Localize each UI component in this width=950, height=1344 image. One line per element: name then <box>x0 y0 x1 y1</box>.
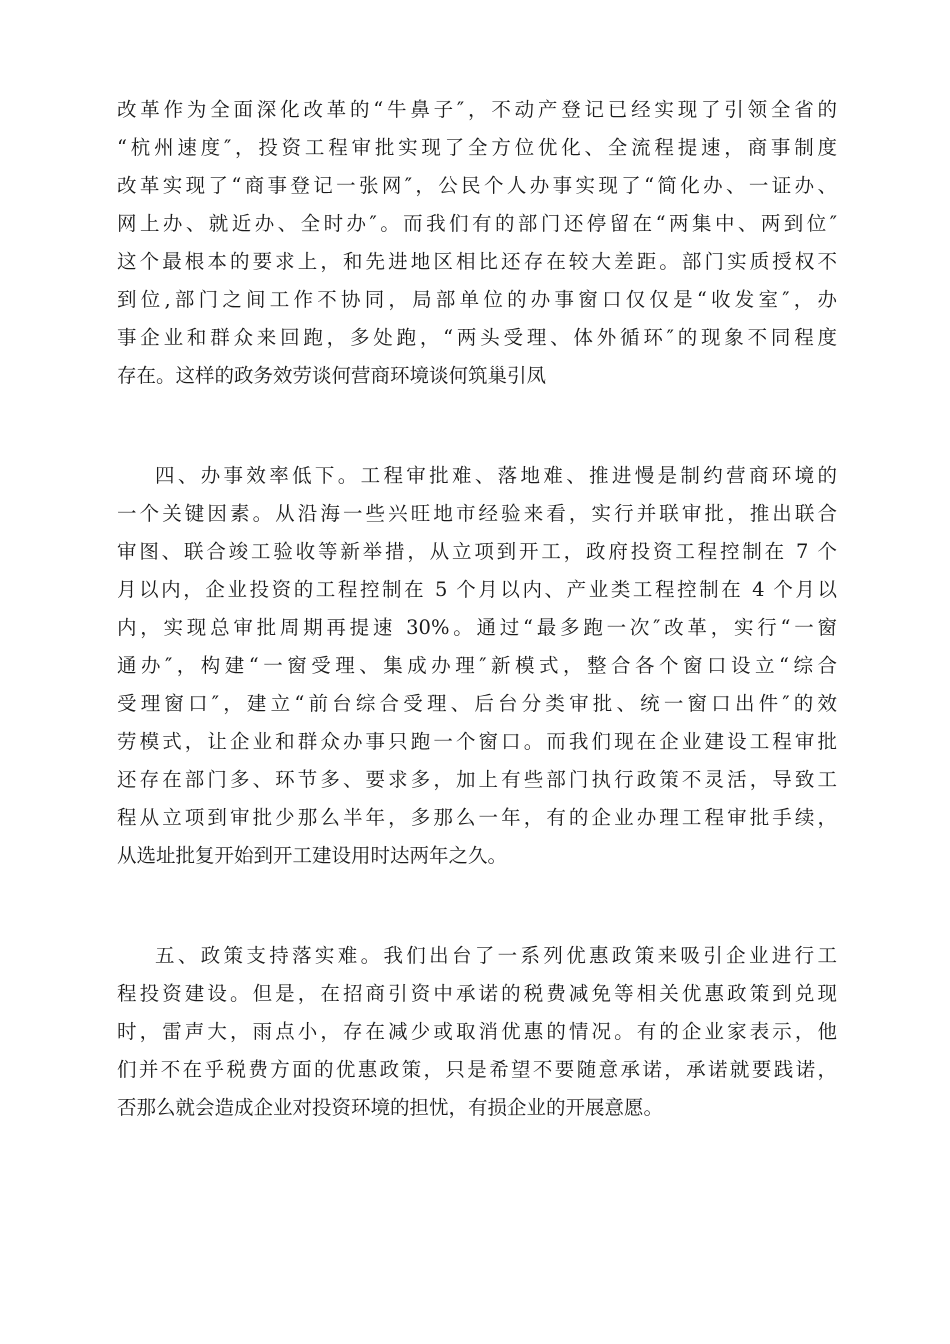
text-line: 劳模式，让企业和群众办事只跑一个窗口。而我们现在企业建设工程审批 <box>117 730 837 753</box>
text-line: 时，雷声大，雨点小，存在减少或取消优惠的情况。有的企业家表示，他 <box>117 1020 837 1043</box>
paragraph-efficiency <box>117 457 837 875</box>
text-line: 否那么就会造成企业对投资环境的担忧，有损企业的开展意愿。 <box>117 1096 664 1119</box>
text-line: 还存在部门多、环节多、要求多，加上有些部门执行政策不灵活，导致工 <box>117 768 837 791</box>
text-line: 程投资建设。但是，在招商引资中承诺的税费减免等相关优惠政策到兑现 <box>117 982 837 1005</box>
text-line: 这个最根本的要求上，和先进地区相比还存在较大差距。部门实质授权不 <box>117 250 837 273</box>
text-line: 存在。这样的政务效劳谈何营商环境谈何筑巢引凤 <box>117 364 547 387</box>
text-line: 改革实现了“商事登记一张网″，公民个人办事实现了“简化办、一证办、 <box>117 174 837 197</box>
paragraph-reform-status <box>117 91 837 395</box>
text-line: 事企业和群众来回跑，多处跑，“两头受理、体外循环″的现象不同程度 <box>117 326 837 349</box>
text-line: 四、办事效率低下。工程审批难、落地难、推进慢是制约营商环境的 <box>155 464 837 487</box>
text-line: 月以内，企业投资的工程控制在 5 个月以内、产业类工程控制在 4 个月以 <box>117 578 837 601</box>
text-line: 一个关键因素。从沿海一些兴旺地市经验来看，实行并联审批，推出联合 <box>117 502 837 525</box>
text-line: 从选址批复开始到开工建设用时达两年之久。 <box>117 844 508 867</box>
text-line: 通办″，构建“一窗受理、集成办理″新模式，整合各个窗口设立“综合 <box>117 654 837 677</box>
text-line: 五、政策支持落实难。我们出台了一系列优惠政策来吸引企业进行工 <box>155 944 837 967</box>
text-line: 改革作为全面深化改革的“牛鼻子″，不动产登记已经实现了引领全省的 <box>117 98 837 121</box>
paragraph-policy-support <box>117 937 837 1127</box>
text-line: 受理窗口″，建立“前台综合受理、后台分类审批、统一窗口出件″的效 <box>117 692 837 715</box>
text-line: “杭州速度″，投资工程审批实现了全方位优化、全流程提速，商事制度 <box>117 136 837 159</box>
text-line: 到位,部门之间工作不协同，局部单位的办事窗口仅仅是“收发室″，办 <box>117 288 837 311</box>
text-line: 程从立项到审批少那么半年，多那么一年，有的企业办理工程审批手续， <box>117 806 837 829</box>
text-line: 网上办、就近办、全时办″。而我们有的部门还停留在“两集中、两到位″ <box>117 212 837 235</box>
text-line: 审图、联合竣工验收等新举措，从立项到开工，政府投资工程控制在 7 个 <box>117 540 837 563</box>
text-line: 们并不在乎税费方面的优惠政策，只是希望不要随意承诺，承诺就要践诺， <box>117 1058 837 1081</box>
text-line: 内，实现总审批周期再提速 30%。通过“最多跑一次″改革，实行“一窗 <box>117 616 837 639</box>
